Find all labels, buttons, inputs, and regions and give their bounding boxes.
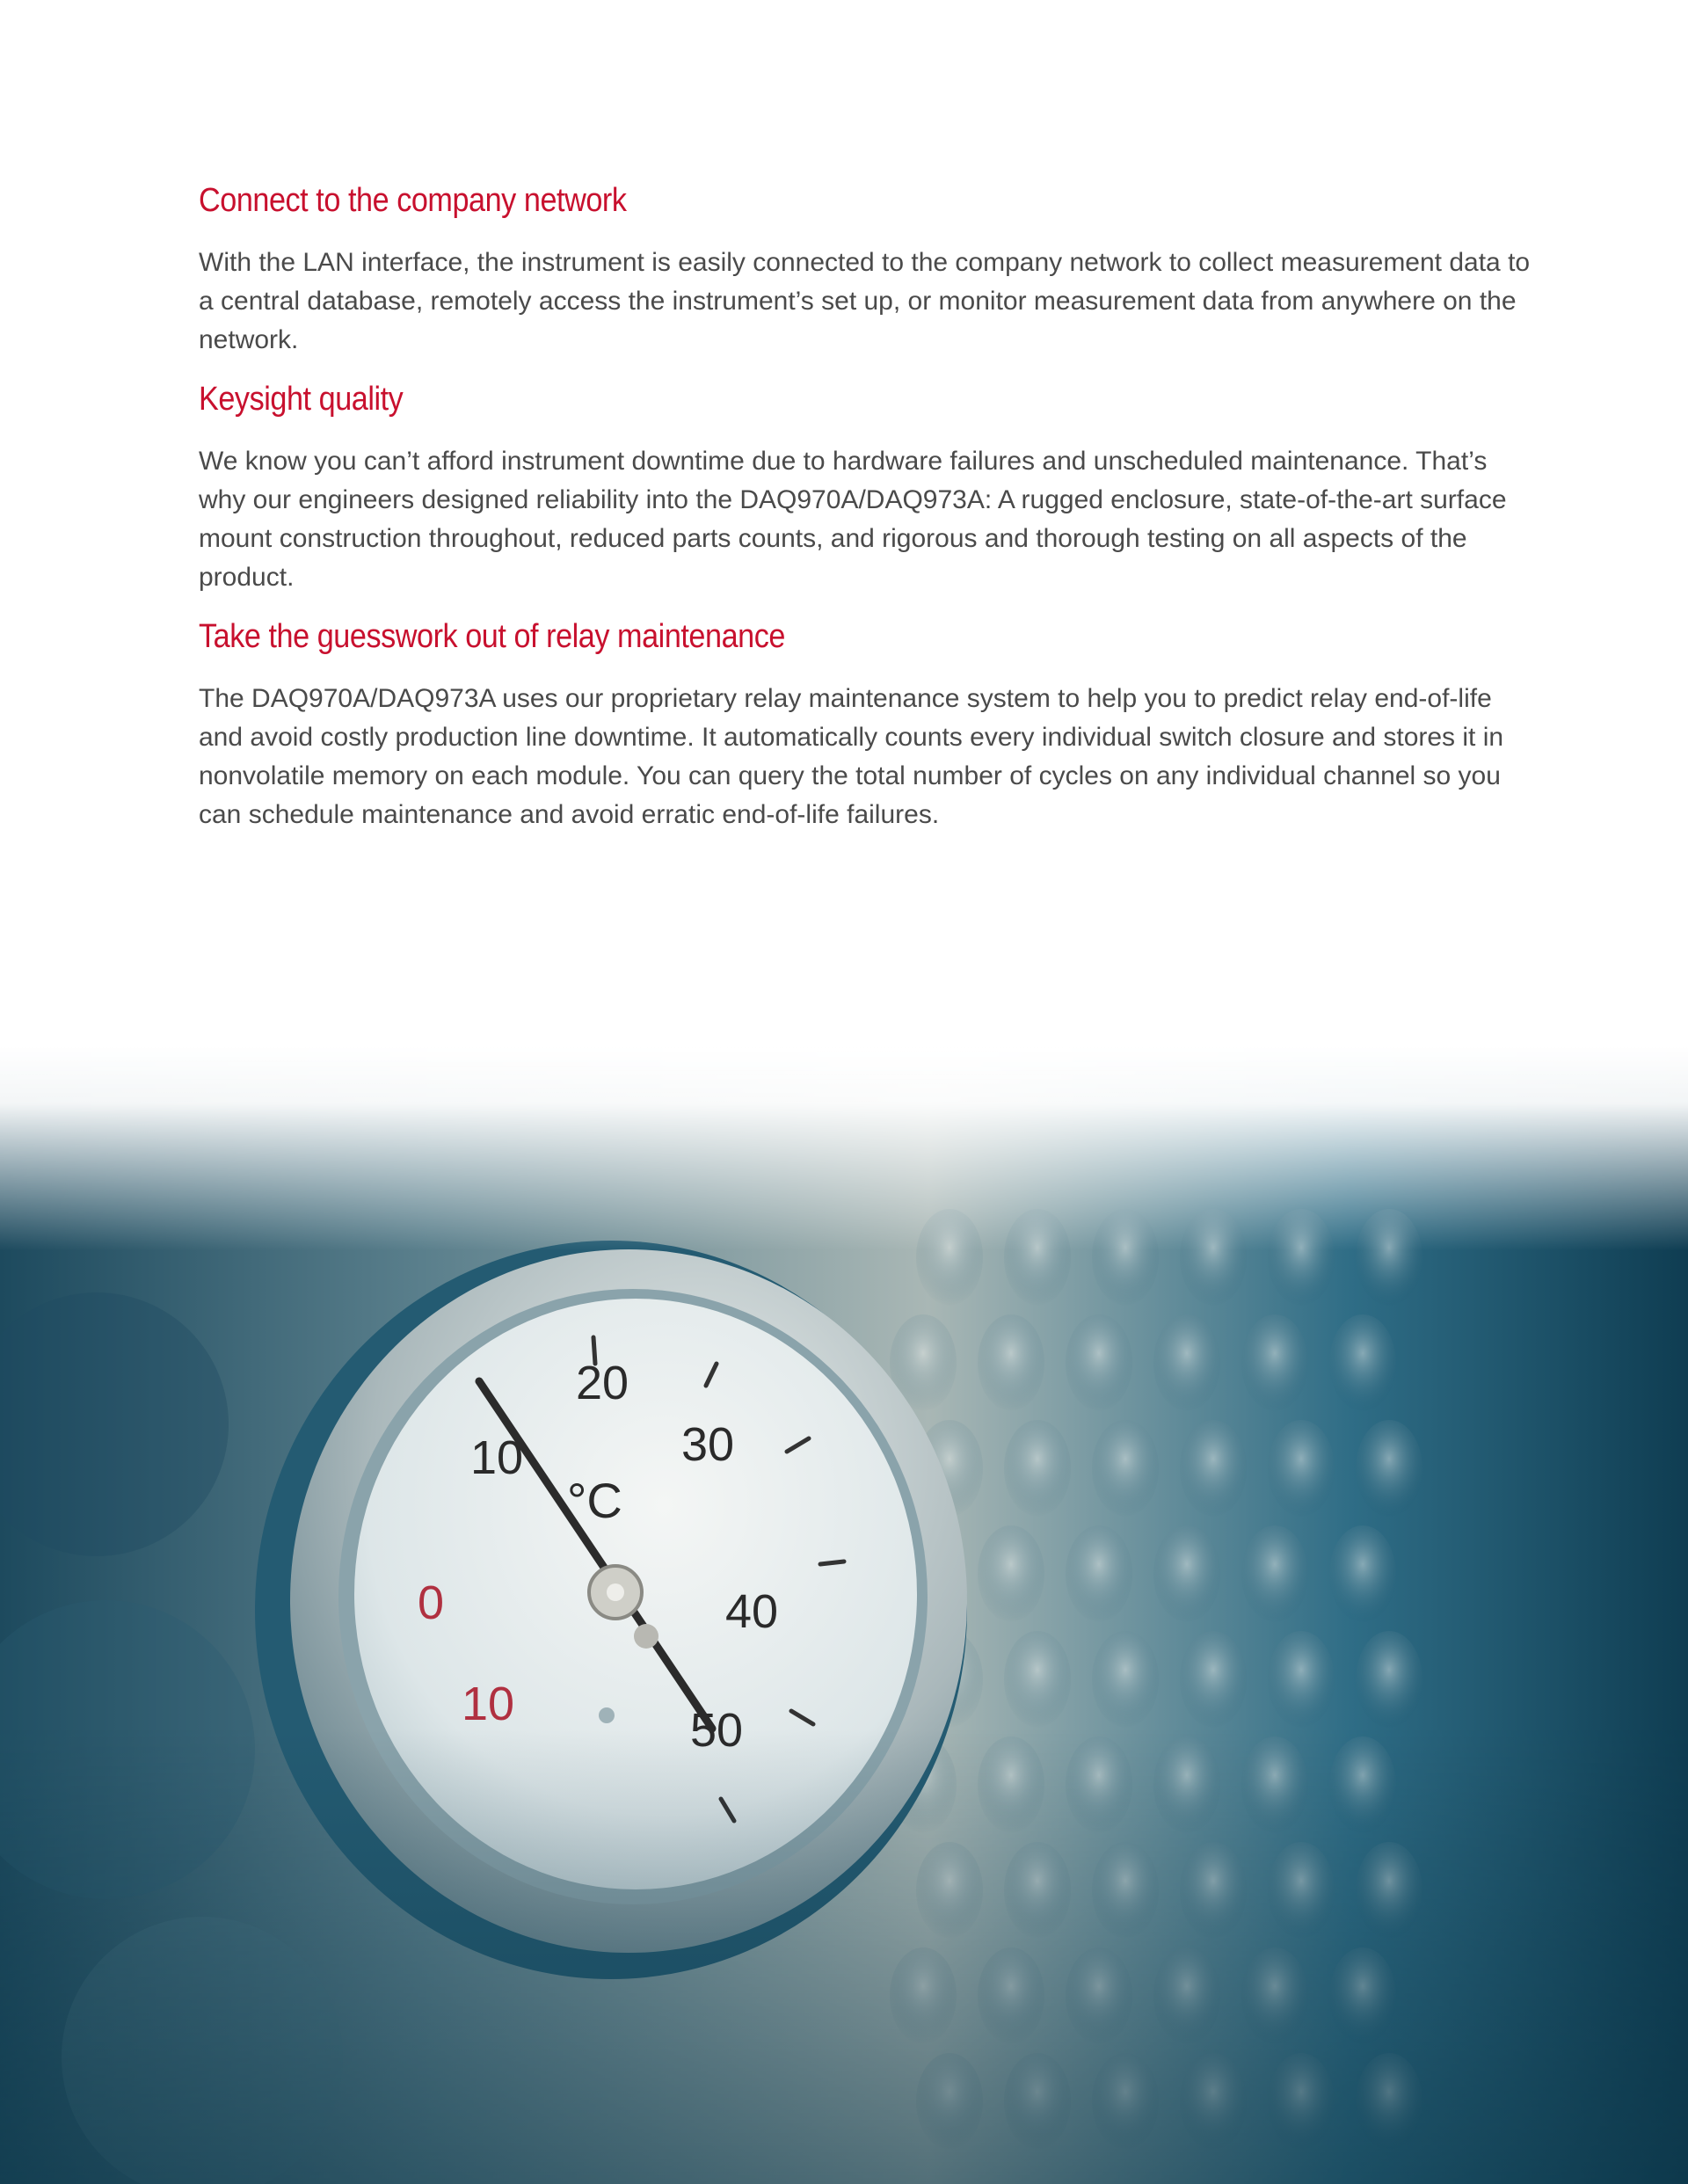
section-body-relay: The DAQ970A/DAQ973A uses our proprietary relay maintenance system to help you to predict relay end-of-life and avoid costly production line downtime. It automatically counts every individual switch closure and stores it in nonvolatile memory on each module. You can query the total number of cycles on any individual channel so you can schedule maintenance and avoid erratic end-of-life failures. [199,684,1504,829]
section-heading-quality: Keysight quality [199,381,404,418]
section-heading-network: Connect to the company network [199,182,627,219]
temperature-gauge-photo [0,1046,1688,2184]
section-body-network: With the LAN interface, the instrument is easily connected to the company network to collect measurement data to a central database, remotely access the instrument’s set up, or monitor measurement data from anywhere on the network. [199,248,1531,354]
section-body-quality: We know you can’t afford instrument downtime due to hardware failures and unscheduled maintenance. That’s why our engineers designed reliability into the DAQ970A/DAQ973A: A rugged enclosure, state-of-the-art surface mount construction throughout, reduced parts counts, and rigorous and thorough testing on all aspects of the product. [199,447,1507,592]
text-column [199,180,1535,854]
section-heading-relay: Take the guesswork out of relay maintenance [199,618,785,655]
